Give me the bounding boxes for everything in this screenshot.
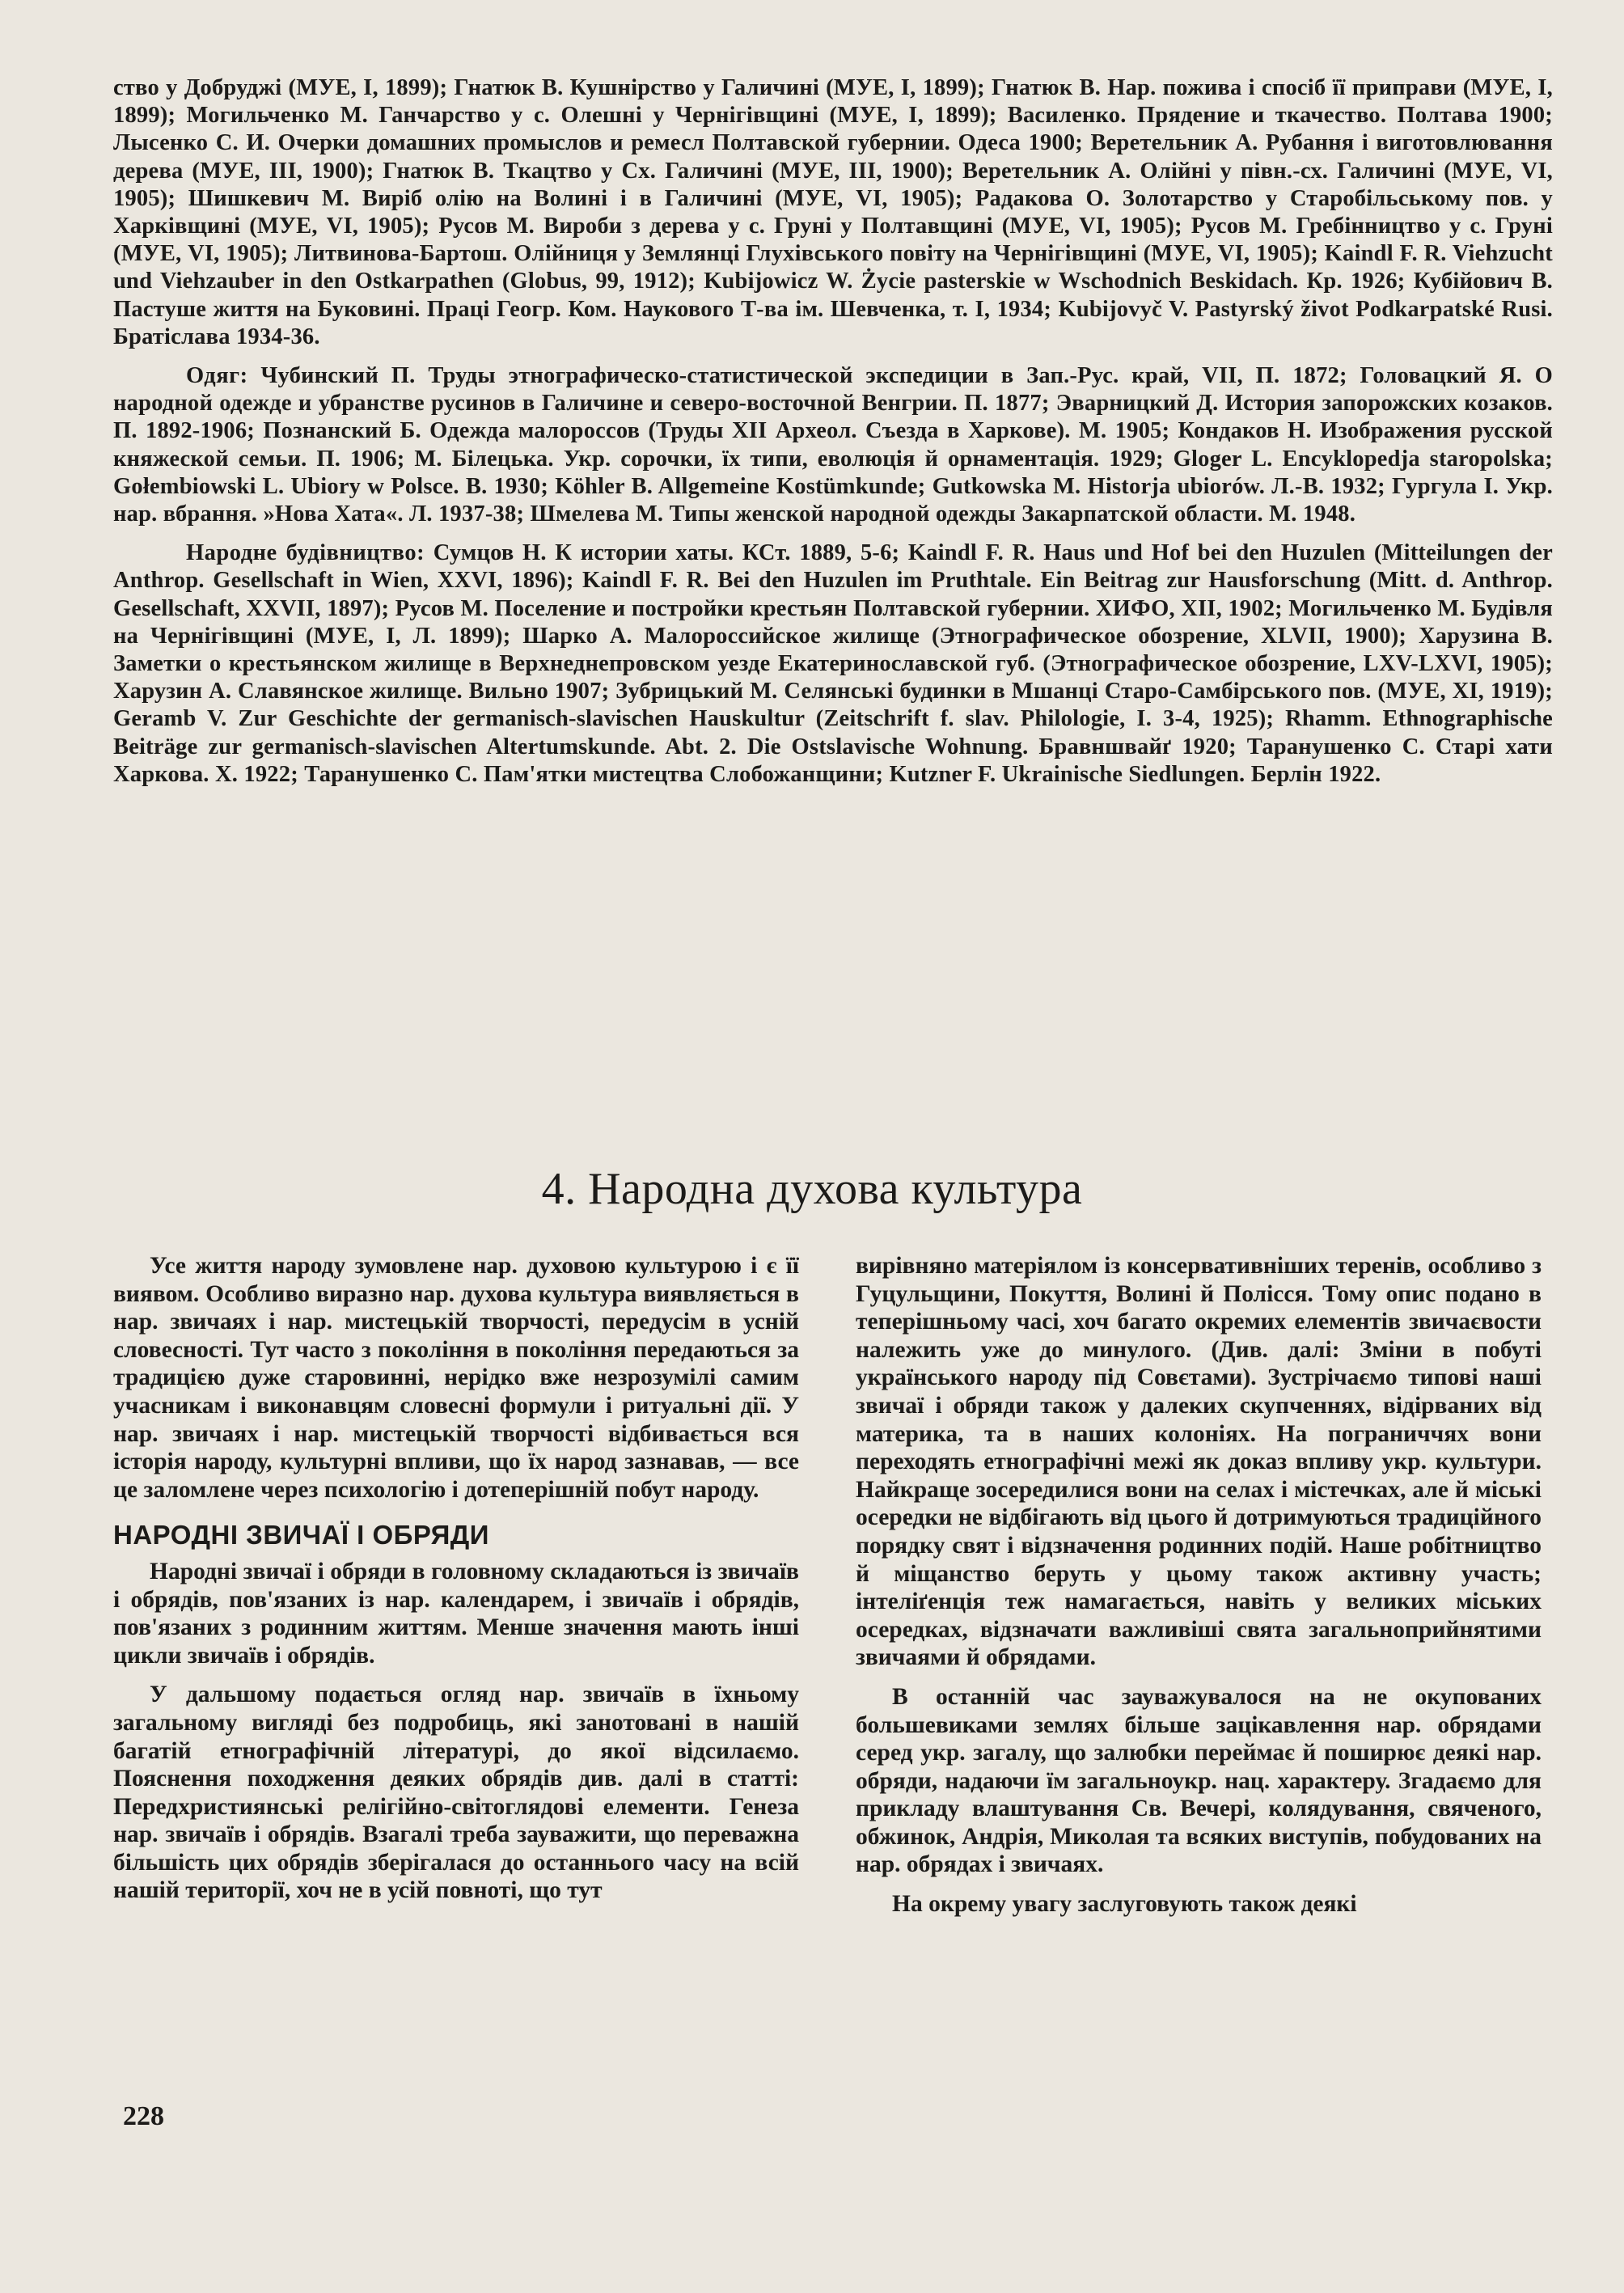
bibliography-block [113, 74, 1553, 800]
left-column [113, 1252, 799, 1916]
section-heading: НАРОДНІ ЗВИЧАЇ І ОБРЯДИ [113, 1520, 490, 1551]
bibliography-economy [113, 74, 1553, 351]
right-paragraph-2: В останній час зауважувалося на не окупованих большевиками землях більше зацікавлення нар. обрядами серед укр. загалу, що залюбки переймає й поширює деякі нар. обряди, надаючи їм загальноукр. нац. характеру. Згадаємо для прикладу влаштування Св. Вечері, колядування, свяченого, обжинок, Андрія, Миколая та всяких виступів, побудованих на нар. обрядах і звичаях. [856, 1683, 1542, 1878]
intro-paragraph: Усе життя народу зумовлене нар. духовою культурою і є її виявом. Особливо виразно нар. духова культура виявляється в нар. звичаях і нар. мистецькій творчості, передусім в усній словесності. Тут часто з покоління в покоління передаються за традицією дуже старовинні, нерідко вже незрозумілі самим учасникам і виконавцям словесні формули і ритуальні дії. У нар. звичаях і нар. мистецькій творчості відбивається вся історія народу, культурні впливи, що їх народ зазнавав, — все це заломлене через психологію і дотеперішній побут народу. [113, 1253, 799, 1503]
bibliography-economy-text: ство у Добруджі (МУЕ, I, 1899); Гнатюк В. Кушнірство у Галичині (МУЕ, I, 1899); Гнатюк В. Нар. пожива і спосіб її приправи (МУЕ, I, 1899); Могильченко М. Ганчарство у с. Олешні у Чернігівщині (МУЕ, I, 1899); Василенко. Прядение и ткачество. Полтава 1900; Лысенко С. И. Очерки домашних промыслов и ремесл Полтавской губернии. Одеса 1900; Веретельник А. Рубання і виготовлювання дерева (МУЕ, III, 1900); Гнатюк В. Ткацтво у Сх. Галичині (МУЕ, III, 1900); Веретельник А. Олійні у півн.-сх. Галичині (МУЕ, VI, 1905); Шишкевич М. Виріб олію на Волині і в Галичині (МУЕ, VI, 1905); Радакова О. Золотарство у Старобільському пов. у Харківщині (МУЕ, VI, 1905); Русов М. Вироби з дерева у с. Груні у Полтавщині (МУЕ, VI, 1905); Русов М. Гребінництво у с. Груні (МУЕ, VI, 1905); Литвинова-Бартош. Олійниця у Землянці Глухівського повіту на Чернігівщині (МУЕ, VI, 1905); Kaindl F. R. Viehzucht und Viehzauber in den Ostkarpathen (Globus, 99, 1912); Kubijowicz W. Życie pasterskie w Wschodnich Beskidach. Кр. 1926; Кубійович В. Пастуше життя на Буковині. Праці Геогр. Ком. Наукового Т-ва ім. Шевченка, т. I, 1934; Kubijovyč V. Pastyrský život Podkarpatské Rusi. Братіслава 1934-36. [113, 75, 1553, 349]
bibliography-clothing-text: Чубинский П. Труды этнографическо-статистической экспедиции в Зап.-Рус. край, VII, П. 1872; Головацкий Я. О народной одежде и убранстве русинов в Галичине и северо-восточной Венгрии. П. 1877; Эварницкий Д. История запорожских козаков. П. 1892-1906; Познанский Б. Одежда малороссов (Труды XII Археол. Съезда в Харкове). М. 1905; Кондаков Н. Изображения русской княжеской семьи. П. 1906; М. Білецька. Укр. сорочки, їх типи, еволюція й орнаментація. 1929; Gloger L. Encyklopedja staropolska; Gołembiowski L. Ubiory w Polsce. В. 1930; Köhler B. Allgemeine Kostümkunde; Gutkowska M. Historja ubiorów. Л.-В. 1932; Гургула I. Укр. нар. вбрання. »Нова Хата«. Л. 1937-38; Шмелева М. Типы женской народной одежды Закарпатской области. М. 1948. [113, 363, 1553, 527]
right-column [856, 1252, 1542, 1930]
bibliography-building-text: Сумцов Н. К истории хаты. КСт. 1889, 5-6; Kaindl F. R. Haus und Hof bei den Huzulen (Mitteilungen der Anthrop. Gesellschaft in Wien, XXVI, 1896); Kaindl F. R. Bei den Huzulen im Pruthtale. Ein Beitrag zur Hausforschung (Mitt. d. Anthrop. Gesellschaft, XXVII, 1897); Русов М. Поселение и постройки крестьян Полтавской губернии. ХИФО, XII, 1902; Могильченко М. Будівля на Чернігівщині (МУЕ, I, Л. 1899); Шарко А. Малороссийское жилище (Этнографическое обозрение, XLVII, 1900); Харузина В. Заметки о крестьянском жилище в Верхнеднепровском уезде Екатеринославской губ. (Этнографическое обозрение, LXV-LXVI, 1905); Харузин А. Славянское жилище. Вильно 1907; Зубрицький М. Селянські будинки в Мшанці Старо-Самбірського пов. (МУЕ, XI, 1919); Geramb V. Zur Geschichte der germanisch-slavischen Hauskultur (Zeitschrift f. slav. Philologie, I. 3-4, 1925); Rhamm. Ethnographische Beiträge zur germanisch-slavischen Altertumskunde. Abt. 2. Die Ostslavische Wohnung. Бравншвайґ 1920; Таранушенко С. Старі хати Харкова. Х. 1922; Таранушенко С. Пам'ятки мистецтва Слобожанщини; Kutzner F. Ukrainische Siedlungen. Берлін 1922. [113, 540, 1553, 787]
section-title: 4. Народна духова культура [541, 1164, 1083, 1214]
bibliography-building [113, 539, 1553, 789]
left-paragraph-1: Народні звичаї і обряди в головному складаються із звичаїв і обрядів, пов'язаних із нар. календарем, і звичаїв і обрядів, пов'язаних з родинним життям. Менше значення мають інші цикли звичаїв і обрядів. [113, 1558, 799, 1669]
bibliography-clothing [113, 362, 1553, 528]
page-number: 228 [123, 2101, 164, 2131]
bibliography-clothing-label: Одяг: [186, 363, 248, 389]
bibliography-building-label: Народне будівництво: [186, 540, 425, 566]
right-paragraph-1: вирівняно матеріялом із консервативніших теренів, особливо з Гуцульщини, Покуття, Волині й Полісся. Тому опис подано в теперішньому часі, хоч багато окремих елементів звичаєвости належить уже до минулого. (Див. далі: Зміни в побуті українського народу під Совєтами). Зустрічаємо типові наші звичаї і обряди також у далеких скупченнях, відірваних від материка, та в наших колоніях. На пограниччях вони переходять етнографічні межі як доказ впливу укр. культури. Найкраще зосередилися вони на селах і містечках, але й міські осередки не відбігають від цього й дотримуються традиційного порядку свят і відзначення родинних подій. Наше робітництво й міщанство беруть у цьому також активну участь; інтеліґенція теж намагається, навіть у великих міських осередках, відзначати важливіші свята загальноприйнятими звичаями й обрядами. [856, 1253, 1542, 1671]
left-paragraph-2: У дальшому подається огляд нар. звичаїв в їхньому загальному вигляді без подробиць, які занотовані в нашій багатій етнографічній літературі, до якої відсилаємо. Пояснення походження деяких обрядів див. далі в статті: Передхристиянські релігійно-світоглядові елементи. Генеза нар. звичаїв і обрядів. Взагалі треба зауважити, що переважна більшість цих обрядів зберігалася до останнього часу на всій нашій території, хоч не в усій повноті, що тут [113, 1682, 799, 1904]
right-paragraph-3: На окрему увагу заслуговують також деякі [892, 1891, 1357, 1918]
